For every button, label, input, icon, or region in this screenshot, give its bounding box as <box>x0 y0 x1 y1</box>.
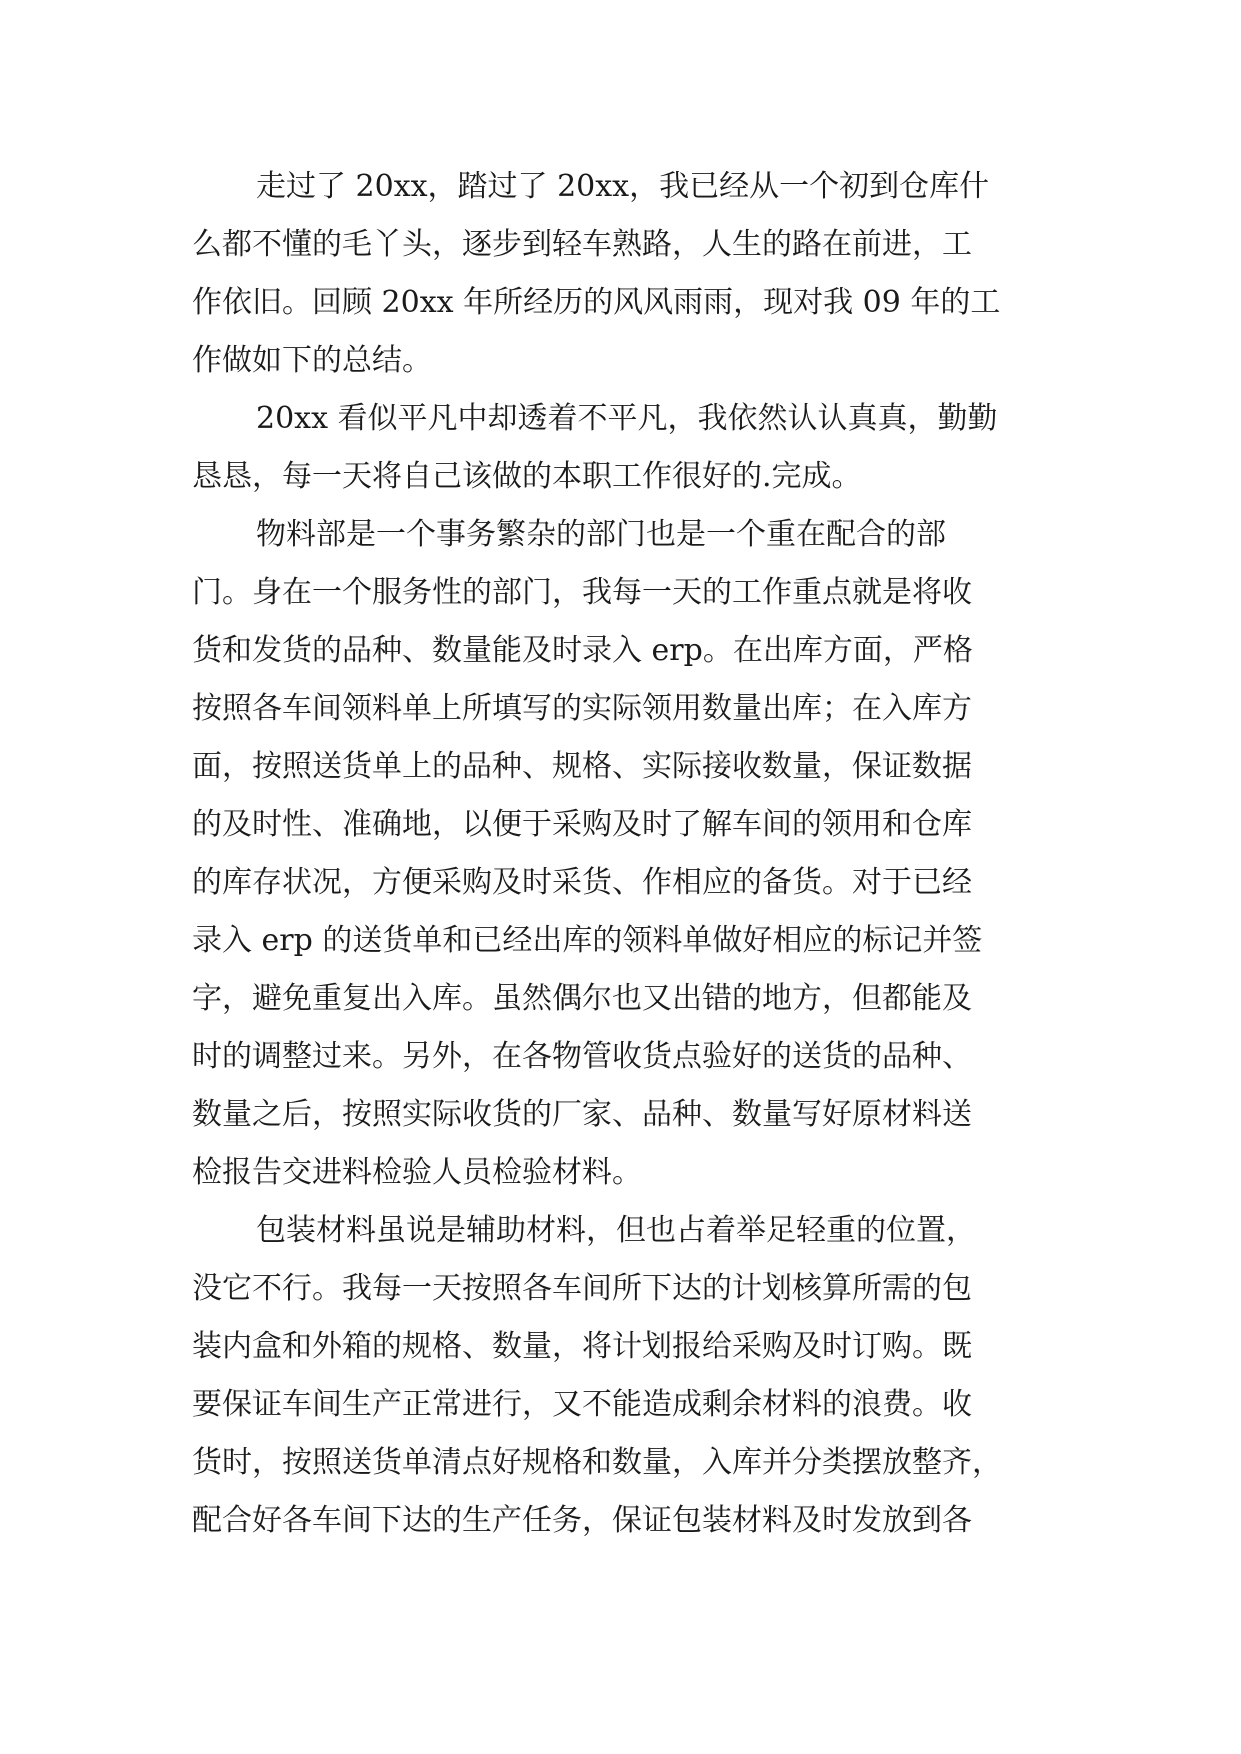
paragraph-line: 恳恳，每一天将自己该做的本职工作很好的.完成。 <box>192 459 862 494</box>
paragraph-line: 货时，按照送货单清点好规格和数量，入库并分类摆放整齐， <box>192 1445 1002 1480</box>
document-body <box>192 158 1052 1550</box>
paragraph-line: 配合好各车间下达的生产任务，保证包装材料及时发放到各 <box>192 1503 972 1538</box>
paragraph-line: 按照各车间领料单上所填写的实际领用数量出库；在入库方 <box>192 691 972 726</box>
paragraph-1 <box>192 158 1052 390</box>
paragraph-line: 的及时性、准确地，以便于采购及时了解车间的领用和仓库 <box>192 807 972 842</box>
paragraph-line: 录入 erp 的送货单和已经出库的领料单做好相应的标记并签 <box>192 923 983 958</box>
paragraph-4 <box>192 1202 1052 1550</box>
paragraph-line: 包装材料虽说是辅助材料，但也占着举足轻重的位置， <box>256 1213 976 1248</box>
paragraph-line: 物料部是一个事务繁杂的部门也是一个重在配合的部 <box>256 517 946 552</box>
paragraph-line: 作依旧。回顾 20xx 年所经历的风风雨雨，现对我 09 年的工 <box>192 285 1001 320</box>
paragraph-line: 20xx 看似平凡中却透着不平凡，我依然认认真真，勤勤 <box>256 401 998 436</box>
paragraph-line: 门。身在一个服务性的部门，我每一天的工作重点就是将收 <box>192 575 972 610</box>
paragraph-line: 面，按照送货单上的品种、规格、实际接收数量，保证数据 <box>192 749 972 784</box>
paragraph-line: 检报告交进料检验人员检验材料。 <box>192 1155 642 1190</box>
paragraph-line: 么都不懂的毛丫头，逐步到轻车熟路，人生的路在前进，工 <box>192 227 972 262</box>
paragraph-line: 作做如下的总结。 <box>192 343 432 378</box>
paragraph-line: 走过了 20xx，踏过了 20xx，我已经从一个初到仓库什 <box>256 169 990 204</box>
paragraph-line: 时的调整过来。另外，在各物管收货点验好的送货的品种、 <box>192 1039 972 1074</box>
paragraph-line: 的库存状况，方便采购及时采货、作相应的备货。对于已经 <box>192 865 972 900</box>
paragraph-line: 字，避免重复出入库。虽然偶尔也又出错的地方，但都能及 <box>192 981 972 1016</box>
paragraph-2 <box>192 390 1052 506</box>
paragraph-3 <box>192 506 1052 1202</box>
paragraph-line: 数量之后，按照实际收货的厂家、品种、数量写好原材料送 <box>192 1097 972 1132</box>
paragraph-line: 装内盒和外箱的规格、数量，将计划报给采购及时订购。既 <box>192 1329 972 1364</box>
paragraph-line: 要保证车间生产正常进行，又不能造成剩余材料的浪费。收 <box>192 1387 972 1422</box>
paragraph-line: 没它不行。我每一天按照各车间所下达的计划核算所需的包 <box>192 1271 972 1306</box>
paragraph-line: 货和发货的品种、数量能及时录入 erp。在出库方面，严格 <box>192 633 973 668</box>
